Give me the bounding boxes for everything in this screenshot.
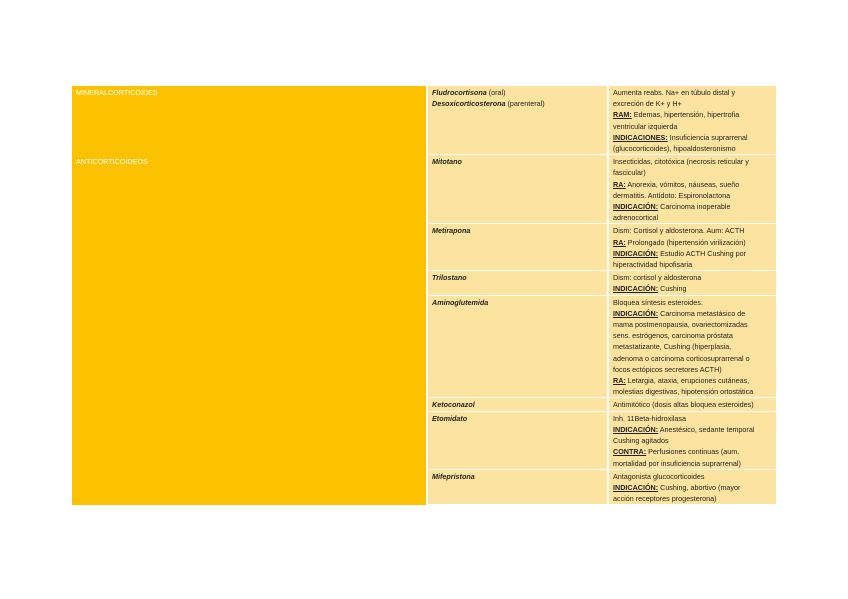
description-label: RAM:: [613, 110, 632, 120]
description-label: RA:: [613, 237, 626, 247]
drug-entry: [432, 98, 605, 109]
drug-entry: [432, 87, 605, 98]
drug-cell: [427, 398, 608, 411]
drug-entry: [432, 471, 605, 482]
description-line: [613, 190, 774, 201]
description-line: [613, 167, 774, 178]
drug-name: Metirapona: [432, 226, 471, 236]
description-text: Insuficiencia suprarrenal: [667, 132, 748, 142]
description-text: Cushing, abortivo (mayor: [658, 482, 741, 492]
description-line: [613, 109, 774, 120]
description-text: adenoma o carcinoma corticosuprarrenal o: [613, 353, 750, 363]
description-line: [613, 121, 774, 132]
description-text: Antagonista glucocorticoides: [613, 471, 705, 481]
drug-entry: [432, 399, 605, 410]
description-text: Cushing agitados: [613, 436, 669, 446]
description-text: focos ectópicos secretores ACTH): [613, 364, 722, 374]
description-line: [613, 132, 774, 143]
table-row: [72, 86, 776, 155]
description-line: [613, 237, 774, 248]
table-body: [72, 86, 776, 505]
description-cell: [608, 411, 776, 469]
description-line: [613, 424, 774, 435]
description-line: [613, 212, 774, 223]
drug-cell: [427, 271, 608, 295]
description-text: Anestésico, sedante temporal: [658, 424, 755, 434]
description-label: INDICACIÓN:: [613, 424, 659, 434]
description-line: [613, 283, 774, 294]
description-line: [613, 272, 774, 283]
description-text: hiperactividad hipofisaria: [613, 260, 693, 270]
drug-name: Desoxicorticosterona: [432, 99, 506, 109]
description-line: [613, 248, 774, 259]
drug-name: Mitotano: [432, 157, 462, 167]
drug-cell: [427, 86, 608, 155]
description-label: INDICACIÓN:: [613, 202, 659, 212]
description-line: [613, 375, 774, 386]
description-label: INDICACIÓN:: [613, 308, 659, 318]
description-text: acción receptores progesterona): [613, 494, 717, 504]
drug-entry: [432, 413, 605, 424]
description-text: ventricular izquierda: [613, 121, 678, 131]
description-cell: [608, 224, 776, 271]
description-text: (glucocorticoides), hipoaldosteronismo: [613, 144, 736, 154]
description-text: Dism: cortisol y aldosterona: [613, 273, 702, 283]
drug-name: Trilostano: [432, 273, 467, 283]
drug-entry: [432, 272, 605, 283]
description-text: Aumenta reabs. Na+ en túbulo distal y: [613, 88, 736, 97]
description-text: sens. estrógenos, carcinoma próstata: [613, 331, 733, 341]
description-line: [613, 143, 774, 154]
drug-cell: [427, 469, 608, 505]
drug-entry: [432, 297, 605, 308]
description-cell: [608, 271, 776, 295]
description-text: Anorexia, vómitos, náuseas, sueño: [625, 179, 740, 189]
description-text: Carcinoma inoperable: [658, 202, 731, 212]
drug-name: Fludrocortisona: [432, 88, 487, 97]
description-text: metastatizante, Cushing (hiperplasia,: [613, 342, 732, 352]
description-text: Carcinoma metastásico de: [658, 308, 746, 318]
drug-entry: [432, 156, 605, 167]
description-label: INDICACIÓN:: [613, 248, 659, 258]
description-line: [613, 471, 774, 482]
description-line: [613, 179, 774, 190]
drug-route: (oral): [486, 88, 506, 97]
drug-entry: [432, 225, 605, 236]
description-text: excreción de K+ y H+: [613, 99, 682, 109]
description-line: [613, 364, 774, 375]
group-cell-mineralcorticoides: [72, 86, 427, 155]
description-line: [613, 353, 774, 364]
group-label: MINERALCORTICOIDES: [76, 88, 158, 97]
description-line: [613, 330, 774, 341]
description-text: Estudio ACTH Cushing por: [658, 248, 747, 258]
description-line: [613, 493, 774, 504]
description-text: Bloquea síntesis esteroides.: [613, 297, 703, 307]
group-label: ANTICORTICOIDEOS: [76, 156, 148, 166]
description-cell: [608, 469, 776, 505]
description-line: [613, 413, 774, 424]
description-line: [613, 156, 774, 167]
description-label: INDICACIONES:: [613, 132, 668, 142]
description-cell: [608, 295, 776, 398]
description-text: adrenocortical: [613, 213, 659, 223]
drug-name: Aminoglutemida: [432, 297, 489, 307]
description-line: [613, 435, 774, 446]
description-line: [613, 308, 774, 319]
description-text: Edemas, hipertensión, hipertrofia: [631, 110, 740, 120]
drug-name: Etomidato: [432, 413, 468, 423]
description-line: [613, 386, 774, 397]
description-line: [613, 259, 774, 270]
drug-route: (parenteral): [505, 99, 545, 109]
drug-table: [72, 86, 776, 505]
drug-cell: [427, 411, 608, 469]
table-row: [72, 155, 776, 224]
drug-cell: [427, 224, 608, 271]
description-text: Dism: Cortisol y aldosterona. Aum: ACTH: [613, 226, 745, 236]
description-cell: [608, 155, 776, 224]
description-line: [613, 87, 774, 98]
description-text: Inh. 11Beta-hidroxilasa: [613, 413, 686, 423]
description-text: Insecticidas, citotóxica (necrosis reticular y: [613, 157, 749, 167]
group-cell-anticorticoideos: [72, 155, 427, 505]
description-text: fascicular): [613, 168, 646, 178]
description-text: Prolongado (hipertensión virilización): [625, 237, 746, 247]
description-line: [613, 399, 774, 410]
description-line: [613, 319, 774, 330]
description-cell: [608, 398, 776, 411]
drug-name: Ketoconazol: [432, 400, 475, 410]
drug-cell: [427, 155, 608, 224]
description-text: Perfusiones continuas (aum.: [646, 447, 740, 457]
description-line: [613, 201, 774, 212]
description-text: dermatitis. Antídoto: Espironolactona: [613, 190, 731, 200]
description-text: molestias digestivas, hipotensión ortostática: [613, 387, 754, 397]
description-label: RA:: [613, 179, 626, 189]
description-text: Letargia, ataxia, erupciones cutáneas,: [625, 376, 750, 386]
description-line: [613, 458, 774, 469]
description-label: INDICACIÓN:: [613, 284, 659, 294]
description-cell: [608, 86, 776, 155]
description-label: RA:: [613, 376, 626, 386]
description-line: [613, 482, 774, 493]
drug-name: Mifepristona: [432, 471, 475, 481]
description-text: mortalidad por insuficiencia suprarrenal): [613, 458, 741, 468]
description-line: [613, 297, 774, 308]
description-text: Antimitótico (dosis altas bloquea esteroides): [613, 400, 754, 410]
description-text: mama postmenopausia, ovariectomizadas: [613, 320, 748, 330]
drug-cell: [427, 295, 608, 398]
description-line: [613, 98, 774, 109]
description-label: CONTRA:: [613, 447, 647, 457]
description-line: [613, 341, 774, 352]
description-text: Cushing: [658, 284, 687, 294]
description-line: [613, 446, 774, 457]
description-label: INDICACIÓN:: [613, 482, 659, 492]
description-line: [613, 225, 774, 236]
